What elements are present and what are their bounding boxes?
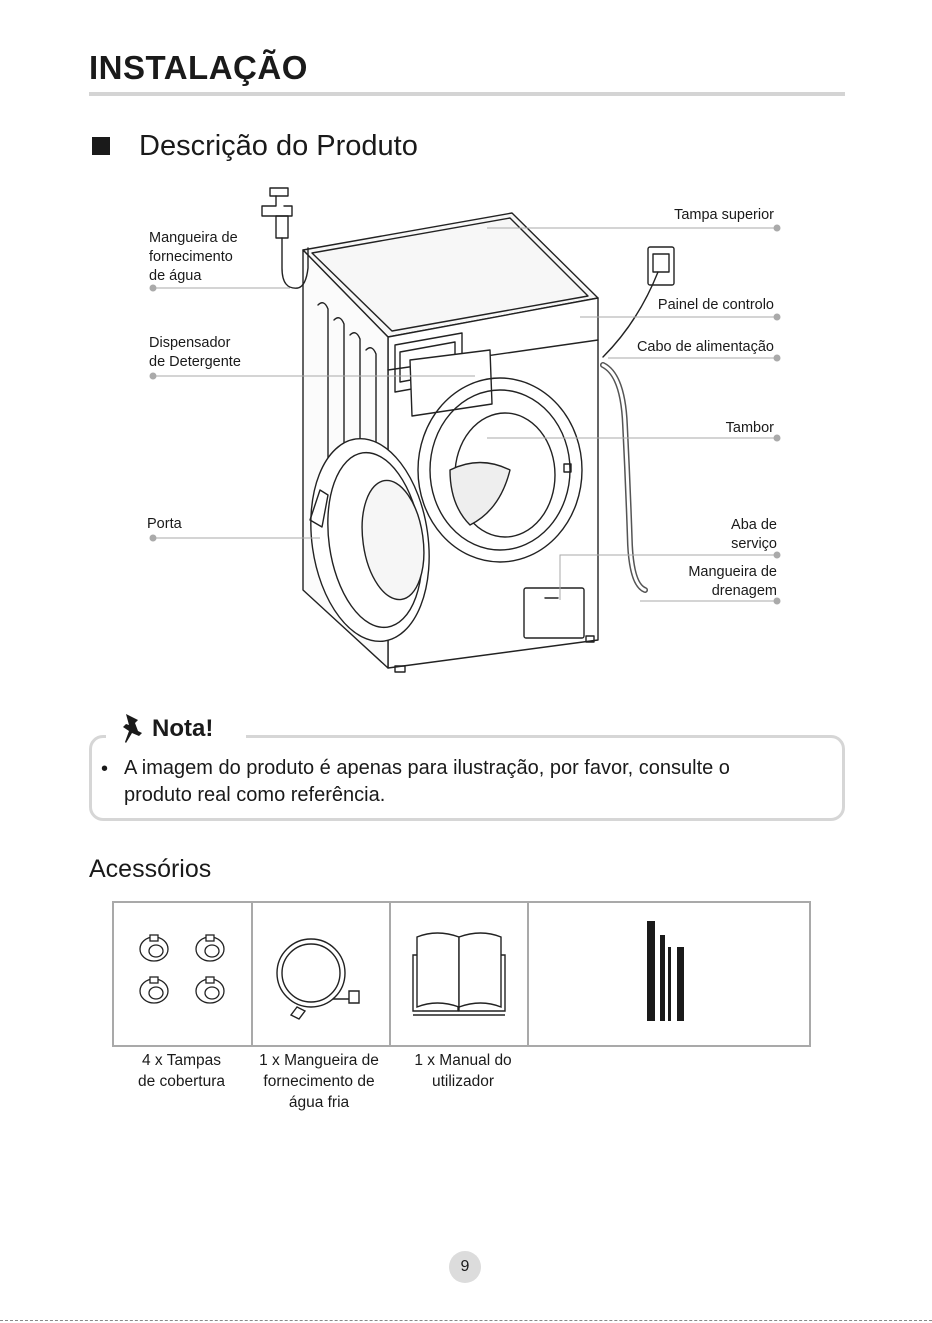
label-detergent-dispenser: Dispensador de Detergente [149, 335, 241, 370]
label-service-flap: Aba de serviço [731, 517, 777, 552]
cover-caps-icon [114, 903, 251, 1045]
washing-machine-illustration [0, 170, 932, 690]
label-door: Porta [147, 516, 182, 532]
accessories-heading: Acessórios [89, 855, 212, 883]
label-top-cover: Tampa superior [674, 207, 774, 223]
accessory-caption-manual: 1 x Manual do utilizador [414, 1052, 512, 1090]
accessories-table [112, 901, 811, 1047]
label-power-cable: Cabo de alimentação [636, 339, 774, 355]
page-number: 9 [449, 1251, 481, 1283]
label-drum: Tambor [725, 420, 774, 436]
accessory-caption-water-hose: 1 x Mangueira de fornecimento de água fria [259, 1052, 379, 1111]
label-drain-hose: Mangueira de drenagem [688, 564, 777, 599]
note-bullet: • [101, 758, 109, 780]
accessory-cell-water-hose [253, 903, 391, 1045]
manual-book-icon [391, 903, 527, 1045]
label-control-panel: Painel de controlo [657, 297, 774, 313]
title-divider [89, 92, 845, 96]
label-water-hose: Mangueira de fornecimento de água [149, 230, 238, 284]
note-title: Nota! [152, 715, 214, 742]
footer-divider [0, 1320, 932, 1321]
section-bullet-icon [92, 137, 110, 155]
accessory-cell-cover-caps [114, 903, 253, 1045]
page-title: INSTALAÇÃO [89, 49, 308, 86]
note-text: A imagem do produto é apenas para ilustração, por favor, consulte o produto real como referência. [124, 757, 730, 806]
barcode-icon [529, 903, 809, 1045]
accessory-cell-manual [391, 903, 529, 1045]
accessory-cell-barcode [529, 903, 809, 1045]
section-heading: Descrição do Produto [139, 130, 418, 162]
accessory-caption-cover-caps: 4 x Tampas de cobertura [137, 1052, 226, 1090]
water-hose-icon [253, 903, 389, 1045]
pushpin-icon [118, 712, 146, 746]
